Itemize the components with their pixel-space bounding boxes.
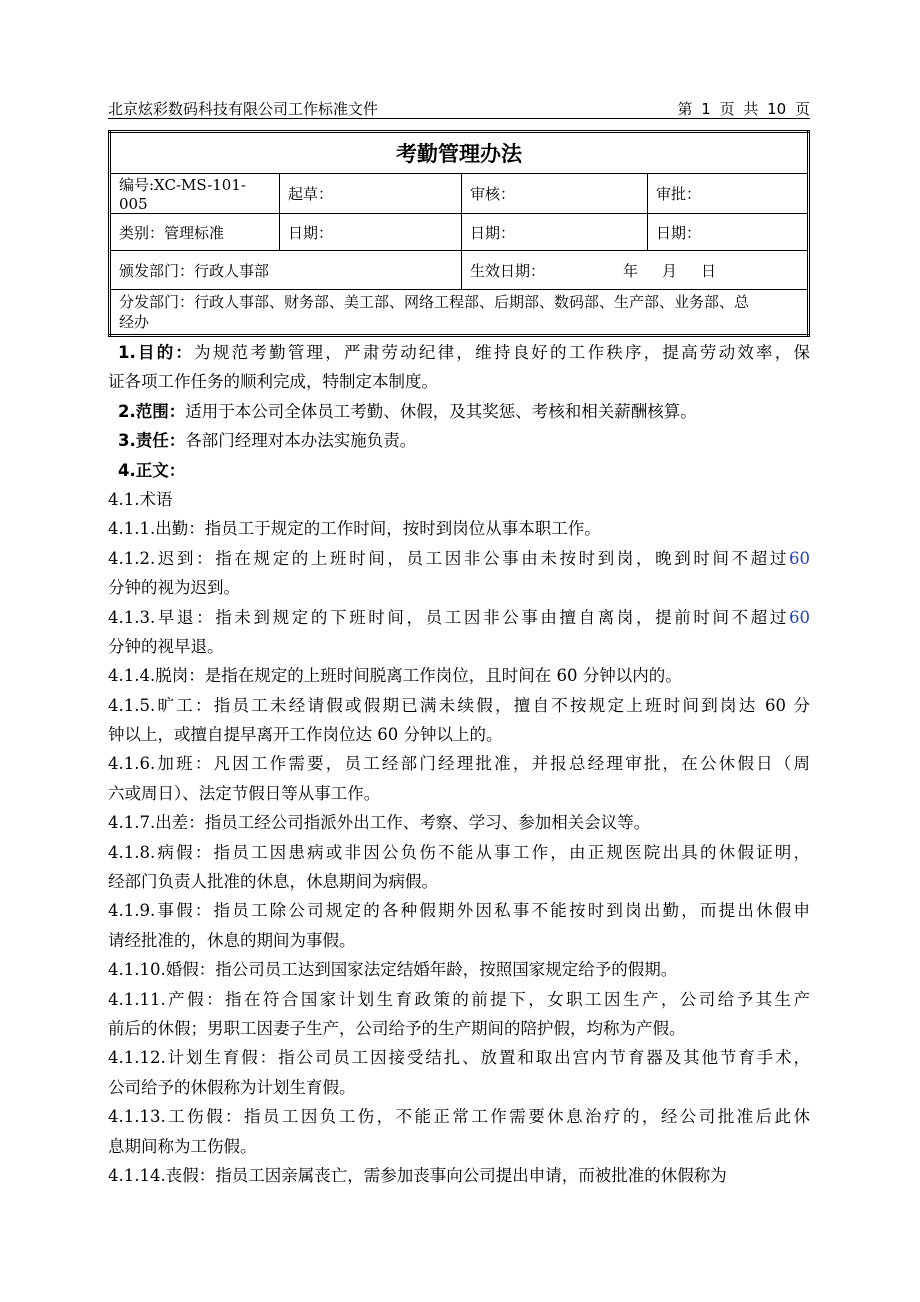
text-line xyxy=(108,632,810,661)
approve-date: 日期： xyxy=(648,214,809,251)
line-text: 4.1.11.产假：指在符合国家计划生育政策的前提下，女职工因生产，公司给予其生产 xyxy=(108,989,810,1009)
section-heading: 1.目的： xyxy=(118,343,195,362)
text-line xyxy=(108,661,810,690)
line-text: 4.1.12.计划生育假：指公司员工因接受结扎、放置和取出宫内节育器及其他节育手术， xyxy=(108,1048,810,1068)
month-label: 月 xyxy=(662,261,678,280)
text-line xyxy=(108,456,810,485)
effective-date-label: 生效日期： xyxy=(470,261,546,280)
text-line xyxy=(108,514,810,543)
line-text: 分钟的视为迟到。 xyxy=(108,578,240,598)
line-text: 4.1.8.病假：指员工因患病或非因公负伤不能从事工作，由正规医院出具的休假证明， xyxy=(108,842,810,862)
text-line xyxy=(108,808,810,837)
line-text: 证各项工作任务的顺利完成，特制定本制度。 xyxy=(108,372,438,392)
document-number: 编号:XC-MS-101-005 xyxy=(110,174,280,214)
text-line xyxy=(108,367,810,396)
text-line xyxy=(108,485,810,514)
text-line xyxy=(108,573,810,602)
line-text: 请经批准的，休息的期间为事假。 xyxy=(108,930,356,950)
highlighted-number: 60 xyxy=(789,548,810,568)
line-text: 4.1.3.早退：指未到规定的下班时间，员工因非公事由擅自离岗，提前时间不超过 xyxy=(108,607,789,627)
paragraph xyxy=(108,808,810,837)
line-text: 4.1.5.旷工：指员工未经请假或假期已满未续假，擅自不按规定上班时间到岗达 60 分 xyxy=(108,695,810,715)
line-text: 4.1.13.工伤假：指员工因负工伤，不能正常工作需要休息治疗的，经公司批准后此休 xyxy=(108,1107,810,1127)
paragraph xyxy=(108,544,810,603)
line-text: 钟以上，或擅自提早离开工作岗位达 60 分钟以上的。 xyxy=(108,725,503,745)
text-line xyxy=(108,985,810,1014)
text-line xyxy=(108,896,810,925)
document-info-table xyxy=(108,130,810,337)
issuing-department: 颁发部门：行政人事部 xyxy=(110,251,462,290)
paragraph xyxy=(108,1043,810,1102)
text-line xyxy=(108,1014,810,1043)
line-text: 适用于本公司全体员工考勤、休假，及其奖惩、考核和相关薪酬核算。 xyxy=(185,401,697,421)
paragraph xyxy=(108,661,810,690)
text-line xyxy=(108,397,810,426)
day-label: 日 xyxy=(701,261,717,280)
draft-date: 日期： xyxy=(280,214,462,251)
paragraph xyxy=(108,338,810,397)
line-text: 六或周日）、法定节假日等从事工作。 xyxy=(108,783,381,803)
text-line xyxy=(108,1102,810,1131)
line-text: 4.1.9.事假：指员工除公司规定的各种假期外因私事不能按时到岗出勤，而提出休假申 xyxy=(108,901,810,921)
text-line xyxy=(108,338,810,367)
line-text: 分钟的视早退。 xyxy=(108,636,224,656)
line-text: 4.1.4.脱岗：是指在规定的上班时间脱离工作岗位，且时间在 60 分钟以内的。 xyxy=(108,666,682,686)
text-line xyxy=(108,1073,810,1102)
distribution-line: 分发部门：行政人事部、财务部、美工部、网络工程部、后期部、数码部、生产部、业务部、总 xyxy=(119,293,750,311)
text-line xyxy=(108,603,810,632)
paragraph xyxy=(108,1161,810,1190)
line-text: 4.1.7.出差：指员工经公司指派外出工作、考察、学习、参加相关会议等。 xyxy=(108,813,651,833)
paragraph xyxy=(108,603,810,662)
section-heading: 2.范围： xyxy=(118,401,186,421)
year-label: 年 xyxy=(623,261,639,280)
paragraph xyxy=(108,955,810,984)
paragraph xyxy=(108,691,810,750)
text-line xyxy=(108,1043,810,1072)
section-heading: 3.责任： xyxy=(118,431,186,451)
paragraph xyxy=(108,456,810,485)
paragraph xyxy=(108,426,810,455)
page-header xyxy=(108,96,810,119)
text-line xyxy=(108,749,810,778)
line-text: 为规范考勤管理，严肃劳动纪律，维持良好的工作秩序，提高劳动效率，保 xyxy=(194,343,811,362)
line-text: 4.1.1.出勤：指员工于规定的工作时间，按时到岗位从事本职工作。 xyxy=(108,519,601,539)
paragraph xyxy=(108,397,810,426)
text-line xyxy=(108,426,810,455)
line-text: 4.1.术语 xyxy=(108,489,173,509)
company-doc-title: 北京炫彩数码科技有限公司工作标准文件 xyxy=(108,100,379,118)
paragraph xyxy=(108,749,810,808)
text-line xyxy=(108,867,810,896)
text-line xyxy=(108,955,810,984)
draft-field: 起草： xyxy=(280,174,462,214)
line-text: 公司给予的休假称为计划生育假。 xyxy=(108,1077,356,1097)
line-text: 各部门经理对本办法实施负责。 xyxy=(185,431,417,451)
text-line xyxy=(108,838,810,867)
text-line xyxy=(108,1132,810,1161)
paragraph xyxy=(108,896,810,955)
line-text: 4.1.6.加班：凡因工作需要，员工经部门经理批准，并报总经理审批，在公休假日（周 xyxy=(108,754,810,774)
distribution-departments xyxy=(110,290,809,336)
text-line xyxy=(108,691,810,720)
line-text: 前后的休假；男职工因妻子生产，公司给予的生产期间的陪护假，均称为产假。 xyxy=(108,1018,686,1038)
line-text: 经部门负责人批准的休息，休息期间为病假。 xyxy=(108,872,438,892)
paragraph xyxy=(108,514,810,543)
paragraph xyxy=(108,485,810,514)
text-line xyxy=(108,720,810,749)
line-text: 4.1.2.迟到：指在规定的上班时间，员工因非公事由未按时到岗，晚到时间不超过 xyxy=(108,548,789,568)
page-info: 第 1 页 共 10 页 xyxy=(677,100,810,118)
line-text: 4.1.10.婚假：指公司员工达到国家法定结婚年龄，按照国家规定给予的假期。 xyxy=(108,960,678,980)
text-line xyxy=(108,926,810,955)
review-field: 审核： xyxy=(462,174,648,214)
approve-field: 审批： xyxy=(648,174,809,214)
highlighted-number: 60 xyxy=(789,607,810,627)
review-date: 日期： xyxy=(462,214,648,251)
text-line xyxy=(108,1161,810,1190)
paragraph xyxy=(108,1102,810,1161)
line-text: 4.1.14.丧假：指员工因亲属丧亡，需参加丧事向公司提出申请，而被批准的休假称为 xyxy=(108,1165,727,1185)
distribution-line: 经办 xyxy=(119,313,150,331)
text-line xyxy=(108,779,810,808)
text-line xyxy=(108,544,810,573)
document-body xyxy=(108,338,810,1190)
effective-date xyxy=(462,251,809,290)
section-heading: 4.正文： xyxy=(118,460,186,480)
document-title: 考勤管理办法 xyxy=(110,132,809,174)
paragraph xyxy=(108,985,810,1044)
paragraph xyxy=(108,838,810,897)
line-text: 息期间称为工伤假。 xyxy=(108,1136,257,1156)
category-field: 类别：管理标准 xyxy=(110,214,280,251)
